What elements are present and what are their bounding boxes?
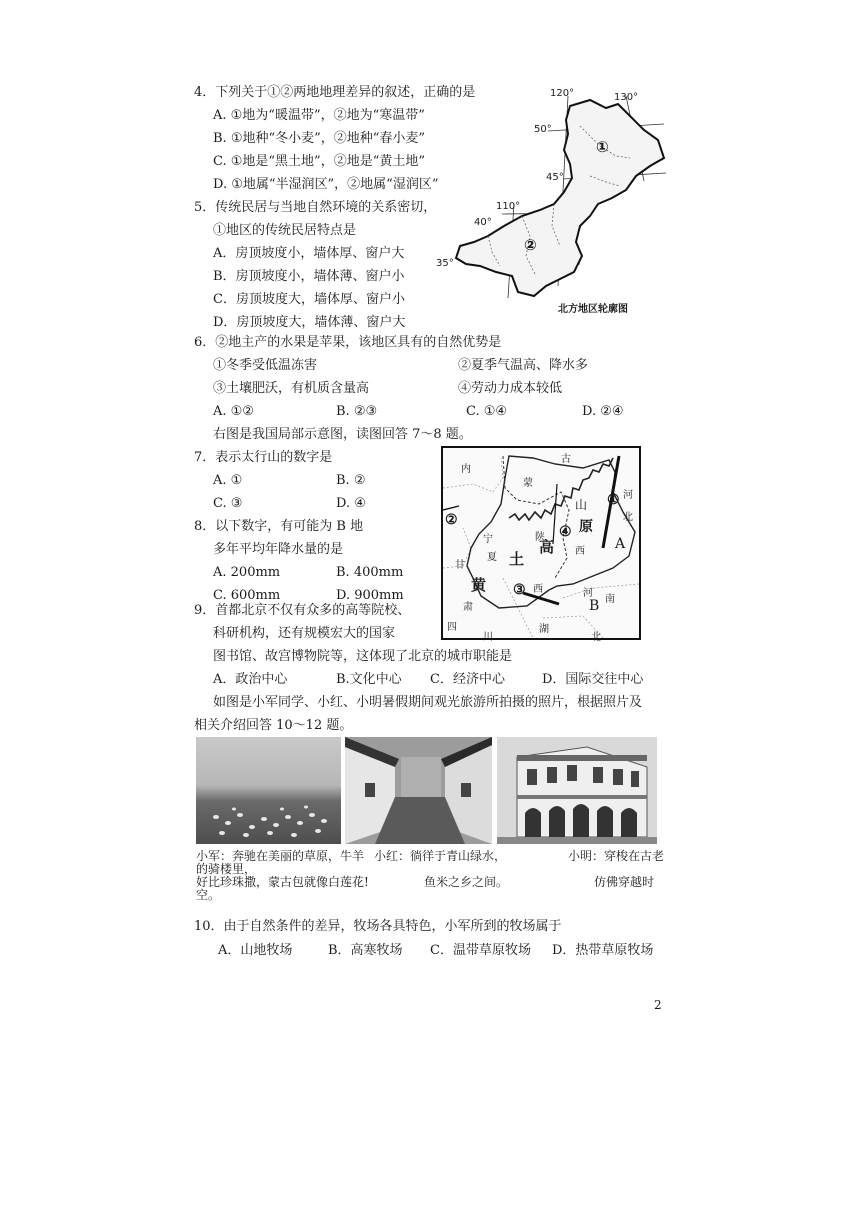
q5-stem-2: ①地区的传统民居特点是 xyxy=(213,223,357,238)
map2-mark-4: ④ xyxy=(559,524,572,540)
q8-stem-2: 多年平均年降水量的是 xyxy=(213,542,344,557)
q6-option-a: A. ①② xyxy=(213,404,254,419)
q4-option-d: D. ①地属“半湿润区”，②地属“湿润区” xyxy=(213,177,439,192)
label-xia: 夏 xyxy=(487,552,497,563)
north-region-map xyxy=(430,86,670,318)
label-he-2: 河 xyxy=(583,588,593,599)
label-yuan: 原 xyxy=(579,519,593,535)
map2-mark-2: ② xyxy=(445,512,458,528)
page-number: 2 xyxy=(654,998,662,1012)
intro-q10-q12-line1: 如图是小军同学、小红、小明暑假期间观光旅游所拍摄的照片，根据照片及 xyxy=(213,695,643,710)
q10-stem: 10．由于自然条件的差异，牧场各具特色，小军所到的牧场属于 xyxy=(194,919,562,934)
q7-option-c: C. ③ xyxy=(213,496,243,511)
map2-mark-1: ① xyxy=(607,492,620,508)
q5-option-a: A．房顶坡度小，墙体厚、窗户大 xyxy=(213,246,405,261)
label-bei-2: 北 xyxy=(591,632,601,643)
caption-xiaoming-3: 仿佛穿越时 xyxy=(594,875,655,889)
label-si: 四 xyxy=(447,622,457,633)
caption-xiaoming-1: 小明：穿梭在古老 xyxy=(568,849,665,863)
q9-option-d: D．国际交往中心 xyxy=(542,672,644,687)
caption-xiaohong-1: 小红：徜徉于青山绿水， xyxy=(374,849,507,863)
q6-statement-2: ②夏季气温高、降水多 xyxy=(458,358,589,373)
north-region-map-graphic xyxy=(430,86,670,318)
lon-110-label: 110° xyxy=(496,201,521,212)
q8-option-d: D. 900mm xyxy=(336,588,404,603)
caption-xiaoming-4: 空。 xyxy=(196,888,221,902)
q6-option-c: C. ①④ xyxy=(466,404,508,419)
q9-option-a: A．政治中心 xyxy=(213,672,288,687)
q4-stem: 4．下列关于①②两地地理差异的叙述，正确的是 xyxy=(194,85,476,100)
lon-130-label: 130° xyxy=(614,92,639,103)
label-ning: 宁 xyxy=(483,534,493,545)
q6-statement-1: ①冬季受低温冻害 xyxy=(213,358,318,373)
q5-option-c: C．房顶坡度大，墙体厚、窗户小 xyxy=(213,292,405,307)
lat-40-label: 40° xyxy=(474,217,492,228)
lon-120-label: 120° xyxy=(550,88,575,99)
q5-option-b: B．房顶坡度小，墙体薄、窗户小 xyxy=(213,269,405,284)
q10-option-c: C．温带草原牧场 xyxy=(430,943,531,958)
label-tu: 土 xyxy=(509,550,525,568)
label-a: A xyxy=(615,536,626,552)
grassland-photo-graphic xyxy=(196,737,341,844)
q8-option-c: C. 600mm xyxy=(213,588,281,603)
label-gao: 高 xyxy=(539,538,555,556)
caption-xiaohong-2: 鱼米之乡之间。 xyxy=(424,875,509,889)
q9-stem-2: 科研机构，还有规模宏大的国家 xyxy=(213,626,396,641)
arcade-building-photo-graphic xyxy=(497,737,657,844)
q10-option-a: A．山地牧场 xyxy=(218,943,293,958)
water-town-photo-graphic xyxy=(345,737,492,844)
q6-statement-3: ③土壤肥沃，有机质含量高 xyxy=(213,381,370,396)
q8-option-a: A. 200mm xyxy=(213,565,281,580)
q9-option-b: B.文化中心 xyxy=(336,672,402,687)
label-nei: 内 xyxy=(461,464,471,475)
q4-option-a: A. ①地为“暖温带”，②地为“寒温带” xyxy=(213,108,425,123)
lat-45-label: 45° xyxy=(546,172,564,183)
arcade-building-photo xyxy=(497,737,657,844)
q7-option-d: D. ④ xyxy=(336,496,366,511)
q4-option-c: C. ①地是“黑土地”，②地是“黄土地” xyxy=(213,154,425,169)
q7-option-a: A. ① xyxy=(213,473,243,488)
label-meng: 蒙 xyxy=(523,478,533,489)
intro-q7-q8: 右图是我国局部示意图，读图回答 7～8 题。 xyxy=(213,427,472,442)
grassland-photo xyxy=(196,737,341,844)
q7-option-b: B. ② xyxy=(336,473,366,488)
q5-option-d: D．房顶坡度大，墙体薄、窗户大 xyxy=(213,315,406,330)
q4-option-b: B. ①地种“冬小麦”，②地种“春小麦” xyxy=(213,131,426,146)
label-su: 肃 xyxy=(463,602,473,613)
lat-35-label: 35° xyxy=(436,258,454,269)
label-xi-2: 西 xyxy=(533,584,543,595)
q10-option-b: B．高寒牧场 xyxy=(328,943,403,958)
label-xi: 西 xyxy=(575,546,585,557)
q9-stem: 9．首都北京不仅有众多的高等院校、 xyxy=(194,603,411,618)
label-he-north: 河 xyxy=(623,490,633,501)
label-bei: 北 xyxy=(623,512,633,523)
q10-option-d: D．热带草原牧场 xyxy=(552,943,654,958)
label-huang: 黄 xyxy=(471,576,487,594)
map1-mark-2: ② xyxy=(524,236,537,254)
water-town-photo xyxy=(345,737,492,844)
label-nan: 南 xyxy=(605,594,615,605)
q8-option-b: B. 400mm xyxy=(336,565,404,580)
label-gan: 甘 xyxy=(455,560,465,571)
q6-stem: 6．②地主产的水果是苹果，该地区具有的自然优势是 xyxy=(194,335,502,350)
label-hu: 湖 xyxy=(539,624,549,635)
label-gu: 古 xyxy=(561,454,571,465)
map1-mark-1: ① xyxy=(596,138,609,156)
caption-xiaoming-2: 的骑楼里， xyxy=(196,862,257,876)
loess-plateau-map xyxy=(441,446,641,643)
lat-50-label: 50° xyxy=(534,124,552,135)
q6-option-d: D. ②④ xyxy=(582,404,624,419)
q8-stem: 8．以下数字，有可能为 B 地 xyxy=(194,519,364,534)
map1-caption: 北方地区轮廓图 xyxy=(558,304,628,315)
q9-stem-3: 图书馆、故宫博物院等，这体现了北京的城市职能是 xyxy=(213,649,513,664)
map2-mark-3: ③ xyxy=(513,582,526,598)
q5-stem: 5．传统民居与当地自然环境的关系密切， xyxy=(194,200,437,215)
label-shaan: 陕 xyxy=(535,532,545,543)
q6-statement-4: ④劳动力成本较低 xyxy=(458,381,563,396)
caption-xiaojun-1: 小军：奔驰在美丽的草原，牛羊 xyxy=(196,849,365,863)
q6-option-b: B. ②③ xyxy=(336,404,378,419)
caption-xiaojun-2: 好比珍珠撒，蒙古包就像白莲花! xyxy=(196,875,369,889)
label-shan: 山 xyxy=(575,498,588,512)
intro-q10-q12-line2: 相关介绍回答 10～12 题。 xyxy=(194,718,353,733)
label-chuan: 川 xyxy=(483,632,493,643)
q9-option-c: C．经济中心 xyxy=(430,672,505,687)
q7-stem: 7．表示太行山的数字是 xyxy=(194,450,333,465)
label-b: B xyxy=(589,598,600,614)
